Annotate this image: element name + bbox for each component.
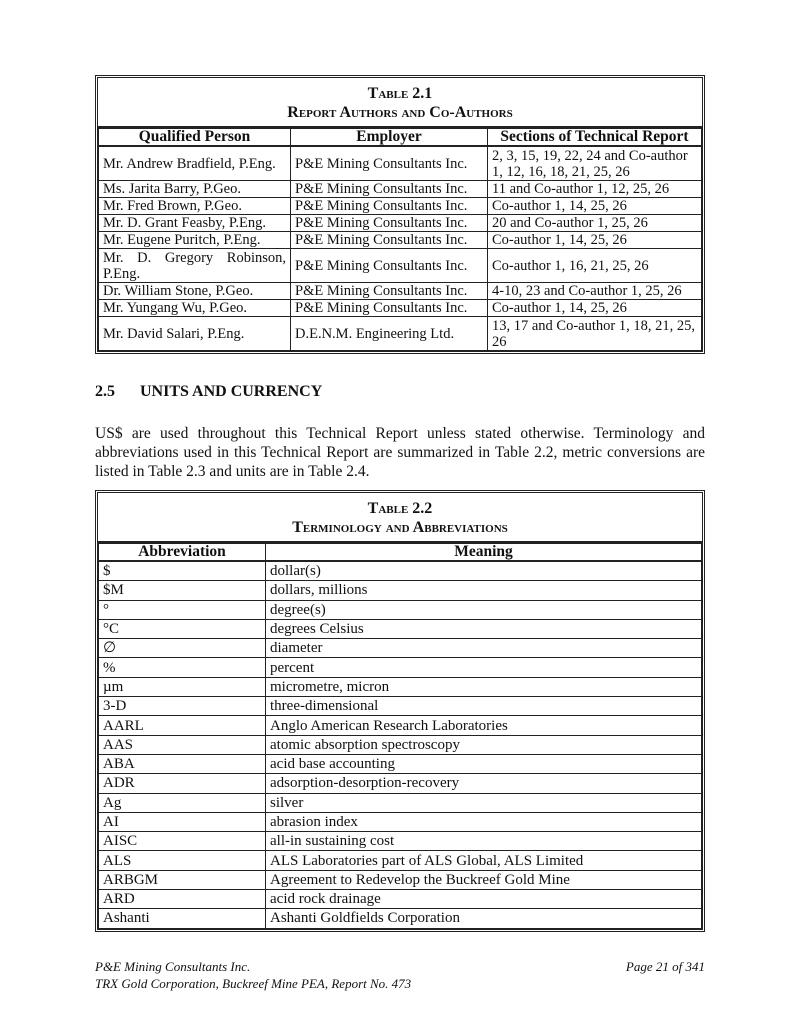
table-cell: P&E Mining Consultants Inc. — [291, 300, 488, 317]
table-row — [99, 793, 702, 812]
table-cell: Anglo American Research Laboratories — [266, 716, 702, 735]
table-cell: ° — [99, 600, 266, 619]
table-cell: 11 and Co-author 1, 12, 25, 26 — [488, 181, 702, 198]
table-row — [99, 283, 702, 300]
table-row — [99, 909, 702, 928]
table-cell: 3-D — [99, 697, 266, 716]
table-cell: Ms. Jarita Barry, P.Geo. — [99, 181, 291, 198]
table-row — [99, 697, 702, 716]
table-row — [99, 181, 702, 198]
table-row — [99, 317, 702, 351]
table-row — [99, 198, 702, 215]
table-cell: P&E Mining Consultants Inc. — [291, 232, 488, 249]
table-cell: P&E Mining Consultants Inc. — [291, 249, 488, 283]
table-row — [99, 232, 702, 249]
table-cell: Agreement to Redevelop the Buckreef Gold Mine — [266, 870, 702, 889]
table-cell: Co-author 1, 14, 25, 26 — [488, 300, 702, 317]
table-cell: Mr. Fred Brown, P.Geo. — [99, 198, 291, 215]
table-cell: three-dimensional — [266, 697, 702, 716]
table-row — [99, 754, 702, 773]
table-row — [99, 300, 702, 317]
table-row — [99, 870, 702, 889]
table-cell: °C — [99, 619, 266, 638]
table-cell: µm — [99, 677, 266, 696]
table-row — [99, 716, 702, 735]
table-cell: dollars, millions — [266, 581, 702, 600]
table-cell: micrometre, micron — [266, 677, 702, 696]
table-row — [99, 600, 702, 619]
table-caption — [98, 78, 702, 128]
table-row — [99, 619, 702, 638]
table-cell: ARBGM — [99, 870, 266, 889]
table-cell: Mr. Eugene Puritch, P.Eng. — [99, 232, 291, 249]
table-cell: P&E Mining Consultants Inc. — [291, 215, 488, 232]
table-cell: Mr. D. Gregory Robinson, P.Eng. — [99, 249, 291, 283]
table-row — [99, 832, 702, 851]
table-cell: all-in sustaining cost — [266, 832, 702, 851]
section-heading — [95, 383, 322, 401]
section-number: 2.5 — [95, 383, 115, 400]
section-title: UNITS AND CURRENCY — [140, 383, 323, 400]
footer-page-number: Page 21 of 341 — [625, 959, 705, 974]
table-row — [99, 890, 702, 909]
table-cell: Ashanti Goldfields Corporation — [266, 909, 702, 928]
table-cell: dollar(s) — [266, 561, 702, 581]
table-cell: adsorption-desorption-recovery — [266, 774, 702, 793]
table-cell: ARD — [99, 890, 266, 909]
table-cell: Ashanti — [99, 909, 266, 928]
column-header: Employer — [291, 129, 488, 147]
table-number: Table 2.2 — [367, 500, 433, 517]
table-title: Report Authors and Co-Authors — [287, 104, 513, 121]
table-cell: ALS Laboratories part of ALS Global, ALS Limited — [266, 851, 702, 870]
table-cell: degrees Celsius — [266, 619, 702, 638]
table-cell: 20 and Co-author 1, 25, 26 — [488, 215, 702, 232]
table-cell: P&E Mining Consultants Inc. — [291, 283, 488, 300]
column-header: Qualified Person — [99, 129, 291, 147]
column-header: Sections of Technical Report — [488, 129, 702, 147]
table-row — [99, 639, 702, 658]
table-cell: acid rock drainage — [266, 890, 702, 909]
table-row — [99, 735, 702, 754]
table-row — [99, 851, 702, 870]
footer-left — [95, 958, 411, 992]
table-cell: P&E Mining Consultants Inc. — [291, 146, 488, 181]
table-cell: ALS — [99, 851, 266, 870]
table-cell: ∅ — [99, 639, 266, 658]
table-cell: silver — [266, 793, 702, 812]
table-cell: Co-author 1, 14, 25, 26 — [488, 198, 702, 215]
column-header: Abbreviation — [99, 544, 266, 562]
column-header: Meaning — [266, 544, 702, 562]
table-row — [99, 581, 702, 600]
table-row — [99, 146, 702, 181]
footer-company: P&E Mining Consultants Inc. — [95, 959, 251, 974]
table-cell: AI — [99, 812, 266, 831]
table-cell: Mr. D. Grant Feasby, P.Eng. — [99, 215, 291, 232]
table-cell: Mr. Andrew Bradfield, P.Eng. — [99, 146, 291, 181]
table-row — [99, 677, 702, 696]
table-cell: 4-10, 23 and Co-author 1, 25, 26 — [488, 283, 702, 300]
table-cell: ABA — [99, 754, 266, 773]
table-cell: atomic absorption spectroscopy — [266, 735, 702, 754]
table-row — [99, 812, 702, 831]
table-cell: Ag — [99, 793, 266, 812]
table-number: Table 2.1 — [367, 85, 433, 102]
table-report-authors — [95, 75, 705, 354]
table-cell: AARL — [99, 716, 266, 735]
table-title: Terminology and Abbreviations — [292, 519, 508, 536]
table-row — [99, 774, 702, 793]
table-cell: Co-author 1, 14, 25, 26 — [488, 232, 702, 249]
table-cell: 13, 17 and Co-author 1, 18, 21, 25, 26 — [488, 317, 702, 351]
table-cell: AISC — [99, 832, 266, 851]
table-cell: $ — [99, 561, 266, 581]
table-cell: AAS — [99, 735, 266, 754]
table-cell: abrasion index — [266, 812, 702, 831]
table-cell: diameter — [266, 639, 702, 658]
table-terminology — [95, 490, 705, 932]
table-cell: ADR — [99, 774, 266, 793]
table-cell: Dr. William Stone, P.Geo. — [99, 283, 291, 300]
table-row — [99, 561, 702, 581]
table-cell: P&E Mining Consultants Inc. — [291, 181, 488, 198]
table-cell: percent — [266, 658, 702, 677]
table-cell: Co-author 1, 16, 21, 25, 26 — [488, 249, 702, 283]
table-row — [99, 658, 702, 677]
table-row — [99, 249, 702, 283]
table-cell: Mr. Yungang Wu, P.Geo. — [99, 300, 291, 317]
table-row — [99, 215, 702, 232]
table-cell: degree(s) — [266, 600, 702, 619]
table-cell: P&E Mining Consultants Inc. — [291, 198, 488, 215]
table-cell: Mr. David Salari, P.Eng. — [99, 317, 291, 351]
table-cell: D.E.N.M. Engineering Ltd. — [291, 317, 488, 351]
body-paragraph: US$ are used throughout this Technical Report unless stated otherwise. Terminology and abbreviations used in this Technical Report are summarized in Table 2.2, metric conversions are listed in Table 2.3 and units are in Table 2.4. — [95, 425, 705, 480]
table-caption — [98, 493, 702, 543]
table-cell: $M — [99, 581, 266, 600]
footer-report: TRX Gold Corporation, Buckreef Mine PEA, Report No. 473 — [95, 976, 412, 991]
table-cell: % — [99, 658, 266, 677]
table-cell: acid base accounting — [266, 754, 702, 773]
table-cell: 2, 3, 15, 19, 22, 24 and Co-author 1, 12, 16, 18, 21, 25, 26 — [488, 146, 702, 181]
